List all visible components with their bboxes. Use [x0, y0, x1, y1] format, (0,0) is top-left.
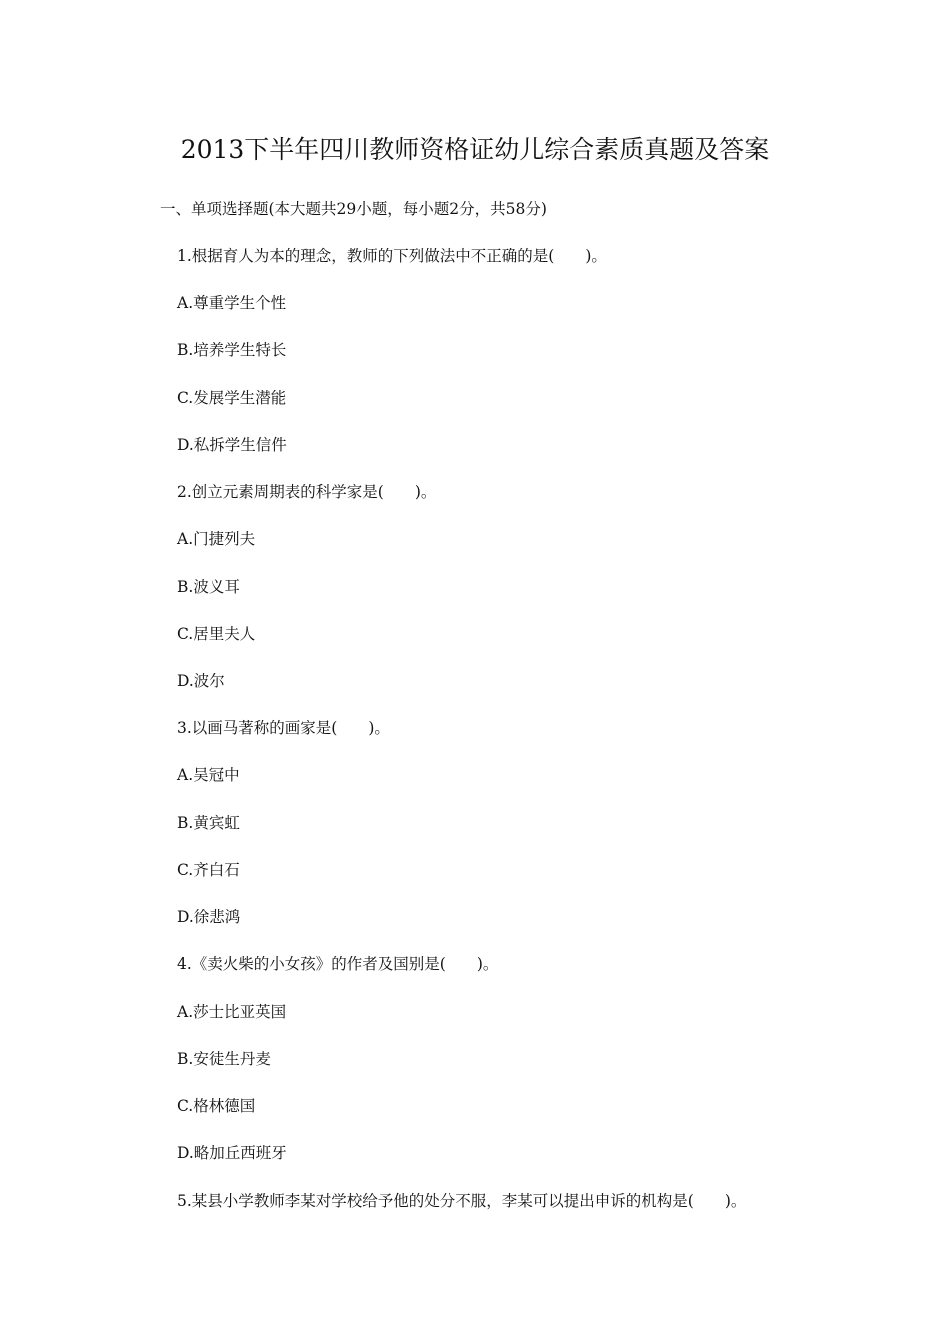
answer-option: B.黄宾虹 — [177, 814, 240, 832]
section-heading: 一、单项选择题(本大题共29小题，每小题2分，共58分) — [160, 200, 547, 218]
question-stem: 1.根据育人为本的理念，教师的下列做法中不正确的是( )。 — [177, 247, 607, 265]
answer-option: D.略加丘西班牙 — [177, 1144, 287, 1162]
question-stem: 2.创立元素周期表的科学家是( )。 — [177, 483, 437, 501]
answer-option: C.齐白石 — [177, 861, 240, 879]
answer-option: C.发展学生潜能 — [177, 389, 287, 407]
document-title: 2013下半年四川教师资格证幼儿综合素质真题及答案 — [180, 135, 770, 164]
answer-option: A.莎士比亚英国 — [177, 1003, 287, 1021]
answer-option: D.徐悲鸿 — [177, 908, 241, 926]
answer-option: A.尊重学生个性 — [177, 294, 287, 312]
answer-option: D.波尔 — [177, 672, 225, 690]
answer-option: B.波义耳 — [177, 578, 240, 596]
answer-option: C.格林德国 — [177, 1097, 256, 1115]
question-stem: 4.《卖火柴的小女孩》的作者及国别是( )。 — [177, 955, 499, 973]
answer-option: B.培养学生特长 — [177, 341, 287, 359]
answer-option: C.居里夫人 — [177, 625, 256, 643]
question-stem: 3.以画马著称的画家是( )。 — [177, 719, 390, 737]
question-stem: 5.某县小学教师李某对学校给予他的处分不服，李某可以提出申诉的机构是( )。 — [177, 1192, 747, 1210]
answer-option: A.吴冠中 — [177, 766, 240, 784]
answer-option: B.安徒生丹麦 — [177, 1050, 271, 1068]
answer-option: D.私拆学生信件 — [177, 436, 287, 454]
answer-option: A.门捷列夫 — [177, 530, 256, 548]
